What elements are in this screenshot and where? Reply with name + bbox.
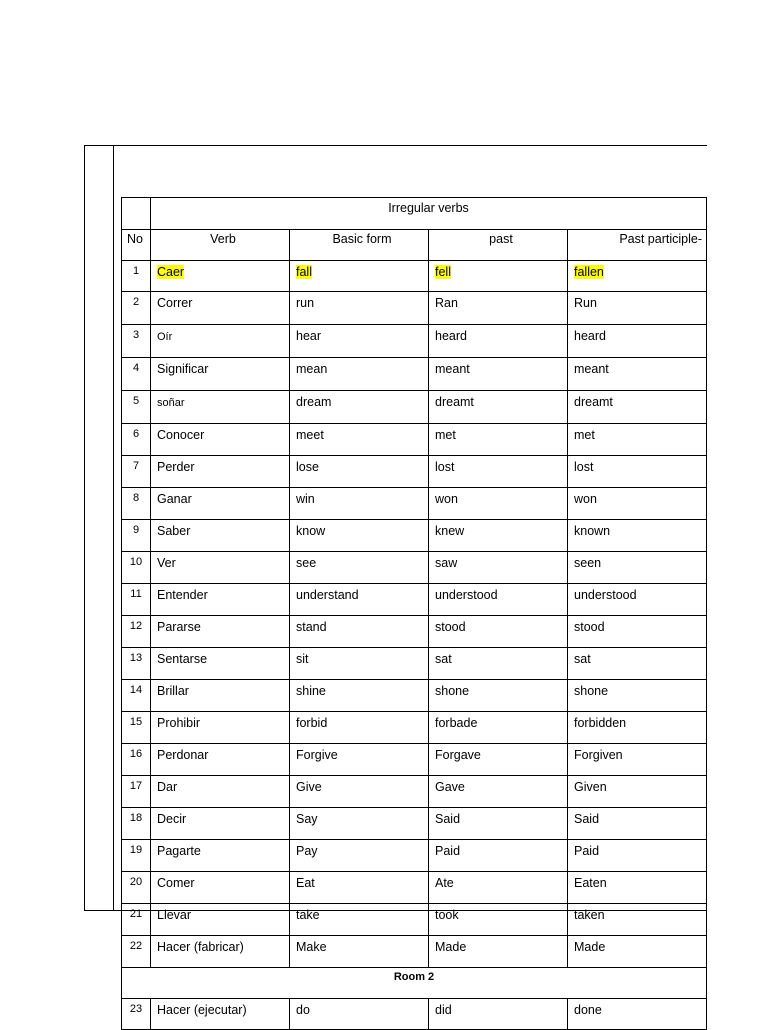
cell-past-text: heard bbox=[435, 329, 467, 343]
cell-no-text: 7 bbox=[132, 460, 140, 472]
header-past: past bbox=[429, 230, 568, 261]
cell-no bbox=[122, 999, 151, 1030]
cell-past-participle-text: done bbox=[574, 1003, 602, 1017]
table-row bbox=[122, 292, 707, 325]
cell-basic-form-text: know bbox=[296, 524, 326, 538]
cell-verb bbox=[151, 648, 290, 680]
cell-no-text: 3 bbox=[132, 329, 140, 341]
cell-past bbox=[429, 936, 568, 968]
cell-no bbox=[122, 808, 151, 840]
table-row bbox=[122, 680, 707, 712]
cell-past-participle bbox=[568, 552, 707, 584]
room-label: Room 2 bbox=[122, 968, 707, 999]
cell-verb-text: Llevar bbox=[157, 908, 192, 922]
cell-past-text: dreamt bbox=[435, 395, 474, 409]
cell-past-participle bbox=[568, 520, 707, 552]
cell-basic-form-text: win bbox=[296, 492, 315, 506]
cell-no bbox=[122, 712, 151, 744]
cell-past bbox=[429, 261, 568, 292]
cell-past-participle-text: met bbox=[574, 428, 595, 442]
table-row bbox=[122, 872, 707, 904]
cell-verb-text: Significar bbox=[157, 362, 209, 376]
cell-verb-text: Caer bbox=[157, 265, 185, 279]
cell-past-participle bbox=[568, 391, 707, 424]
table-title: Irregular verbs bbox=[151, 198, 707, 230]
cell-no bbox=[122, 520, 151, 552]
cell-no bbox=[122, 358, 151, 391]
cell-basic-form bbox=[290, 552, 429, 584]
cell-verb-text: Decir bbox=[157, 812, 187, 826]
table-row bbox=[122, 904, 707, 936]
cell-past bbox=[429, 391, 568, 424]
cell-past bbox=[429, 325, 568, 358]
table-row bbox=[122, 552, 707, 584]
cell-no-text: 21 bbox=[129, 908, 143, 920]
cell-past-participle-text: lost bbox=[574, 460, 594, 474]
table-row bbox=[122, 936, 707, 968]
cell-past-participle-text: known bbox=[574, 524, 611, 538]
table-row bbox=[122, 261, 707, 292]
cell-no-text: 13 bbox=[129, 652, 143, 664]
cell-verb-text: Saber bbox=[157, 524, 191, 538]
cell-past bbox=[429, 680, 568, 712]
cell-no bbox=[122, 488, 151, 520]
cell-past-participle bbox=[568, 904, 707, 936]
cell-no bbox=[122, 840, 151, 872]
margin-rule bbox=[113, 145, 114, 911]
cell-past-participle bbox=[568, 648, 707, 680]
cell-past-participle bbox=[568, 358, 707, 391]
cell-basic-form-text: shine bbox=[296, 684, 326, 698]
cell-no-text: 22 bbox=[129, 940, 143, 952]
cell-past-participle bbox=[568, 292, 707, 325]
cell-no-text: 16 bbox=[129, 748, 143, 760]
cell-past bbox=[429, 358, 568, 391]
cell-verb-text: Ganar bbox=[157, 492, 192, 506]
cell-past-participle bbox=[568, 488, 707, 520]
table-row bbox=[122, 648, 707, 680]
cell-verb-text: Pararse bbox=[157, 620, 201, 634]
table-row bbox=[122, 584, 707, 616]
table-row bbox=[122, 456, 707, 488]
cell-past-text: won bbox=[435, 492, 458, 506]
cell-basic-form-text: Make bbox=[296, 940, 327, 954]
cell-verb-text: Comer bbox=[157, 876, 195, 890]
cell-past-participle bbox=[568, 936, 707, 968]
cell-no bbox=[122, 872, 151, 904]
cell-basic-form bbox=[290, 292, 429, 325]
cell-no bbox=[122, 744, 151, 776]
cell-verb-text: Oír bbox=[157, 331, 173, 343]
cell-verb bbox=[151, 744, 290, 776]
cell-basic-form bbox=[290, 584, 429, 616]
cell-verb bbox=[151, 488, 290, 520]
cell-no-text: 17 bbox=[129, 780, 143, 792]
cell-verb bbox=[151, 584, 290, 616]
cell-basic-form-text: forbid bbox=[296, 716, 328, 730]
cell-verb-text: Ver bbox=[157, 556, 176, 570]
cell-basic-form bbox=[290, 391, 429, 424]
cell-past bbox=[429, 840, 568, 872]
cell-past bbox=[429, 552, 568, 584]
cell-verb bbox=[151, 712, 290, 744]
cell-no-text: 14 bbox=[129, 684, 143, 696]
header-verb: Verb bbox=[151, 230, 290, 261]
cell-no-text: 20 bbox=[129, 876, 143, 888]
cell-basic-form-text: Eat bbox=[296, 876, 315, 890]
cell-past-participle bbox=[568, 456, 707, 488]
cell-past bbox=[429, 712, 568, 744]
cell-verb-text: Hacer (fabricar) bbox=[157, 940, 244, 954]
cell-basic-form-text: Pay bbox=[296, 844, 318, 858]
cell-basic-form bbox=[290, 872, 429, 904]
cell-past-text: sat bbox=[435, 652, 452, 666]
cell-past-participle-text: Eaten bbox=[574, 876, 607, 890]
cell-past-text: meant bbox=[435, 362, 470, 376]
cell-basic-form-text: dream bbox=[296, 395, 332, 409]
cell-past-text: Ate bbox=[435, 876, 454, 890]
cell-past bbox=[429, 904, 568, 936]
cell-verb-text: Correr bbox=[157, 296, 193, 310]
cell-verb-text: Entender bbox=[157, 588, 208, 602]
table-row bbox=[122, 391, 707, 424]
cell-no-text: 8 bbox=[132, 492, 140, 504]
cell-basic-form bbox=[290, 840, 429, 872]
cell-basic-form bbox=[290, 648, 429, 680]
cell-verb bbox=[151, 936, 290, 968]
cell-no-text: 1 bbox=[132, 265, 140, 277]
cell-past-participle bbox=[568, 325, 707, 358]
cell-basic-form bbox=[290, 999, 429, 1030]
table-title-row bbox=[122, 198, 707, 230]
cell-verb bbox=[151, 872, 290, 904]
cell-no-text: 6 bbox=[132, 428, 140, 440]
table-header-row bbox=[122, 230, 707, 261]
cell-no-text: 2 bbox=[132, 296, 140, 308]
cell-verb-text: Perdonar bbox=[157, 748, 209, 762]
cell-past-participle bbox=[568, 712, 707, 744]
cell-verb-text: Brillar bbox=[157, 684, 189, 698]
cell-no-text: 15 bbox=[129, 716, 143, 728]
cell-basic-form bbox=[290, 904, 429, 936]
table-row bbox=[122, 840, 707, 872]
cell-past-participle-text: meant bbox=[574, 362, 609, 376]
cell-past-participle bbox=[568, 776, 707, 808]
cell-past-participle bbox=[568, 808, 707, 840]
cell-past bbox=[429, 808, 568, 840]
cell-no bbox=[122, 424, 151, 456]
cell-verb bbox=[151, 456, 290, 488]
cell-basic-form bbox=[290, 616, 429, 648]
cell-past bbox=[429, 616, 568, 648]
cell-basic-form-text: Forgive bbox=[296, 748, 338, 762]
cell-past-participle-text: fallen bbox=[574, 265, 604, 279]
header-past-participle: Past participle- bbox=[568, 230, 707, 261]
cell-verb bbox=[151, 292, 290, 325]
table-row bbox=[122, 744, 707, 776]
room-separator-row bbox=[122, 968, 707, 999]
cell-past-text: met bbox=[435, 428, 456, 442]
table-row bbox=[122, 808, 707, 840]
irregular-verbs-table bbox=[121, 197, 707, 1030]
cell-basic-form-text: lose bbox=[296, 460, 319, 474]
cell-past-participle-text: shone bbox=[574, 684, 609, 698]
cell-past-participle-text: Forgiven bbox=[574, 748, 623, 762]
table-row bbox=[122, 488, 707, 520]
cell-past-participle bbox=[568, 424, 707, 456]
cell-no bbox=[122, 261, 151, 292]
cell-verb-text: Conocer bbox=[157, 428, 205, 442]
cell-no-text: 11 bbox=[130, 588, 142, 600]
cell-verb bbox=[151, 325, 290, 358]
cell-verb-text: Perder bbox=[157, 460, 195, 474]
cell-no-text: 5 bbox=[132, 395, 140, 407]
cell-past-participle-text: stood bbox=[574, 620, 605, 634]
cell-past-participle-text: Said bbox=[574, 812, 600, 826]
cell-past-text: did bbox=[435, 1003, 452, 1017]
cell-past-participle bbox=[568, 584, 707, 616]
header-basic-form: Basic form bbox=[290, 230, 429, 261]
cell-past bbox=[429, 424, 568, 456]
cell-past bbox=[429, 292, 568, 325]
cell-basic-form bbox=[290, 520, 429, 552]
cell-past-participle bbox=[568, 616, 707, 648]
cell-past-text: knew bbox=[435, 524, 465, 538]
cell-verb bbox=[151, 680, 290, 712]
cell-verb bbox=[151, 391, 290, 424]
cell-basic-form-text: take bbox=[296, 908, 320, 922]
cell-past-participle-text: understood bbox=[574, 588, 637, 602]
cell-past-participle-text: Made bbox=[574, 940, 606, 954]
cell-no-text: 19 bbox=[129, 844, 143, 856]
cell-basic-form-text: stand bbox=[296, 620, 327, 634]
cell-verb-text: Prohibir bbox=[157, 716, 201, 730]
cell-basic-form bbox=[290, 325, 429, 358]
cell-past-participle bbox=[568, 261, 707, 292]
cell-verb bbox=[151, 358, 290, 391]
cell-past-participle-text: seen bbox=[574, 556, 602, 570]
table-row bbox=[122, 999, 707, 1030]
table-row bbox=[122, 424, 707, 456]
cell-past-participle bbox=[568, 999, 707, 1030]
cell-no bbox=[122, 616, 151, 648]
cell-past-participle-text: taken bbox=[574, 908, 605, 922]
header-no: No bbox=[122, 230, 151, 261]
cell-basic-form-text: sit bbox=[296, 652, 309, 666]
cell-basic-form bbox=[290, 808, 429, 840]
cell-past-text: understood bbox=[435, 588, 498, 602]
cell-past-text: Made bbox=[435, 940, 467, 954]
cell-past bbox=[429, 776, 568, 808]
cell-past-text: Said bbox=[435, 812, 461, 826]
cell-past-participle-text: sat bbox=[574, 652, 591, 666]
cell-no-text: 10 bbox=[129, 556, 143, 568]
cell-basic-form bbox=[290, 936, 429, 968]
cell-past bbox=[429, 744, 568, 776]
cell-basic-form-text: run bbox=[296, 296, 315, 310]
cell-no bbox=[122, 936, 151, 968]
cell-no bbox=[122, 456, 151, 488]
cell-past-text: saw bbox=[435, 556, 458, 570]
cell-verb bbox=[151, 552, 290, 584]
cell-past-participle bbox=[568, 840, 707, 872]
cell-basic-form bbox=[290, 261, 429, 292]
cell-basic-form bbox=[290, 680, 429, 712]
cell-past-text: stood bbox=[435, 620, 466, 634]
cell-basic-form-text: hear bbox=[296, 329, 322, 343]
cell-verb-text: Sentarse bbox=[157, 652, 208, 666]
cell-basic-form-text: do bbox=[296, 1003, 310, 1017]
cell-past-participle bbox=[568, 744, 707, 776]
cell-past-participle bbox=[568, 872, 707, 904]
table-row bbox=[122, 325, 707, 358]
title-row-empty-cell bbox=[122, 198, 151, 230]
cell-no-text: 12 bbox=[129, 620, 143, 632]
cell-verb-text: Hacer (ejecutar) bbox=[157, 1003, 247, 1017]
cell-basic-form bbox=[290, 424, 429, 456]
cell-basic-form-text: Say bbox=[296, 812, 318, 826]
cell-past-participle-text: dreamt bbox=[574, 395, 613, 409]
cell-verb bbox=[151, 520, 290, 552]
cell-verb bbox=[151, 904, 290, 936]
cell-past-participle-text: heard bbox=[574, 329, 606, 343]
cell-verb bbox=[151, 616, 290, 648]
cell-basic-form bbox=[290, 776, 429, 808]
cell-verb bbox=[151, 808, 290, 840]
table-row bbox=[122, 776, 707, 808]
cell-no-text: 9 bbox=[132, 524, 140, 536]
cell-verb bbox=[151, 840, 290, 872]
cell-no-text: 23 bbox=[129, 1003, 143, 1015]
cell-basic-form-text: meet bbox=[296, 428, 324, 442]
cell-past bbox=[429, 999, 568, 1030]
cell-past-participle-text: Given bbox=[574, 780, 607, 794]
cell-basic-form bbox=[290, 358, 429, 391]
cell-past-participle-text: forbidden bbox=[574, 716, 627, 730]
table-row bbox=[122, 358, 707, 391]
cell-verb-text: Pagarte bbox=[157, 844, 201, 858]
cell-past-participle-text: won bbox=[574, 492, 597, 506]
cell-past-participle-text: Paid bbox=[574, 844, 600, 858]
cell-no-text: 18 bbox=[129, 812, 143, 824]
cell-no bbox=[122, 325, 151, 358]
cell-basic-form-text: understand bbox=[296, 588, 359, 602]
cell-past bbox=[429, 488, 568, 520]
cell-verb-text: Dar bbox=[157, 780, 178, 794]
cell-past-text: Forgave bbox=[435, 748, 481, 762]
cell-no bbox=[122, 552, 151, 584]
cell-no bbox=[122, 648, 151, 680]
cell-verb-text: soñar bbox=[157, 397, 185, 409]
cell-no-text: 4 bbox=[132, 362, 140, 374]
cell-no bbox=[122, 391, 151, 424]
cell-verb bbox=[151, 999, 290, 1030]
cell-past-text: Gave bbox=[435, 780, 465, 794]
cell-verb bbox=[151, 424, 290, 456]
cell-past bbox=[429, 520, 568, 552]
cell-basic-form bbox=[290, 488, 429, 520]
cell-no bbox=[122, 680, 151, 712]
cell-no bbox=[122, 292, 151, 325]
cell-past-text: Ran bbox=[435, 296, 458, 310]
cell-past bbox=[429, 584, 568, 616]
cell-basic-form-text: fall bbox=[296, 265, 312, 279]
cell-past-text: shone bbox=[435, 684, 470, 698]
table-row bbox=[122, 520, 707, 552]
cell-basic-form bbox=[290, 744, 429, 776]
cell-past-participle bbox=[568, 680, 707, 712]
cell-verb bbox=[151, 776, 290, 808]
table-row bbox=[122, 616, 707, 648]
cell-no bbox=[122, 584, 151, 616]
cell-no bbox=[122, 904, 151, 936]
cell-past-text: fell bbox=[435, 265, 451, 279]
table-row bbox=[122, 712, 707, 744]
cell-past bbox=[429, 456, 568, 488]
cell-basic-form bbox=[290, 712, 429, 744]
cell-past-text: lost bbox=[435, 460, 455, 474]
cell-basic-form-text: mean bbox=[296, 362, 328, 376]
cell-basic-form-text: Give bbox=[296, 780, 322, 794]
cell-past-text: forbade bbox=[435, 716, 478, 730]
cell-past-text: took bbox=[435, 908, 459, 922]
cell-verb bbox=[151, 261, 290, 292]
cell-past-text: Paid bbox=[435, 844, 461, 858]
cell-past-participle-text: Run bbox=[574, 296, 597, 310]
cell-no bbox=[122, 776, 151, 808]
cell-past bbox=[429, 872, 568, 904]
cell-past bbox=[429, 648, 568, 680]
cell-basic-form bbox=[290, 456, 429, 488]
cell-basic-form-text: see bbox=[296, 556, 317, 570]
